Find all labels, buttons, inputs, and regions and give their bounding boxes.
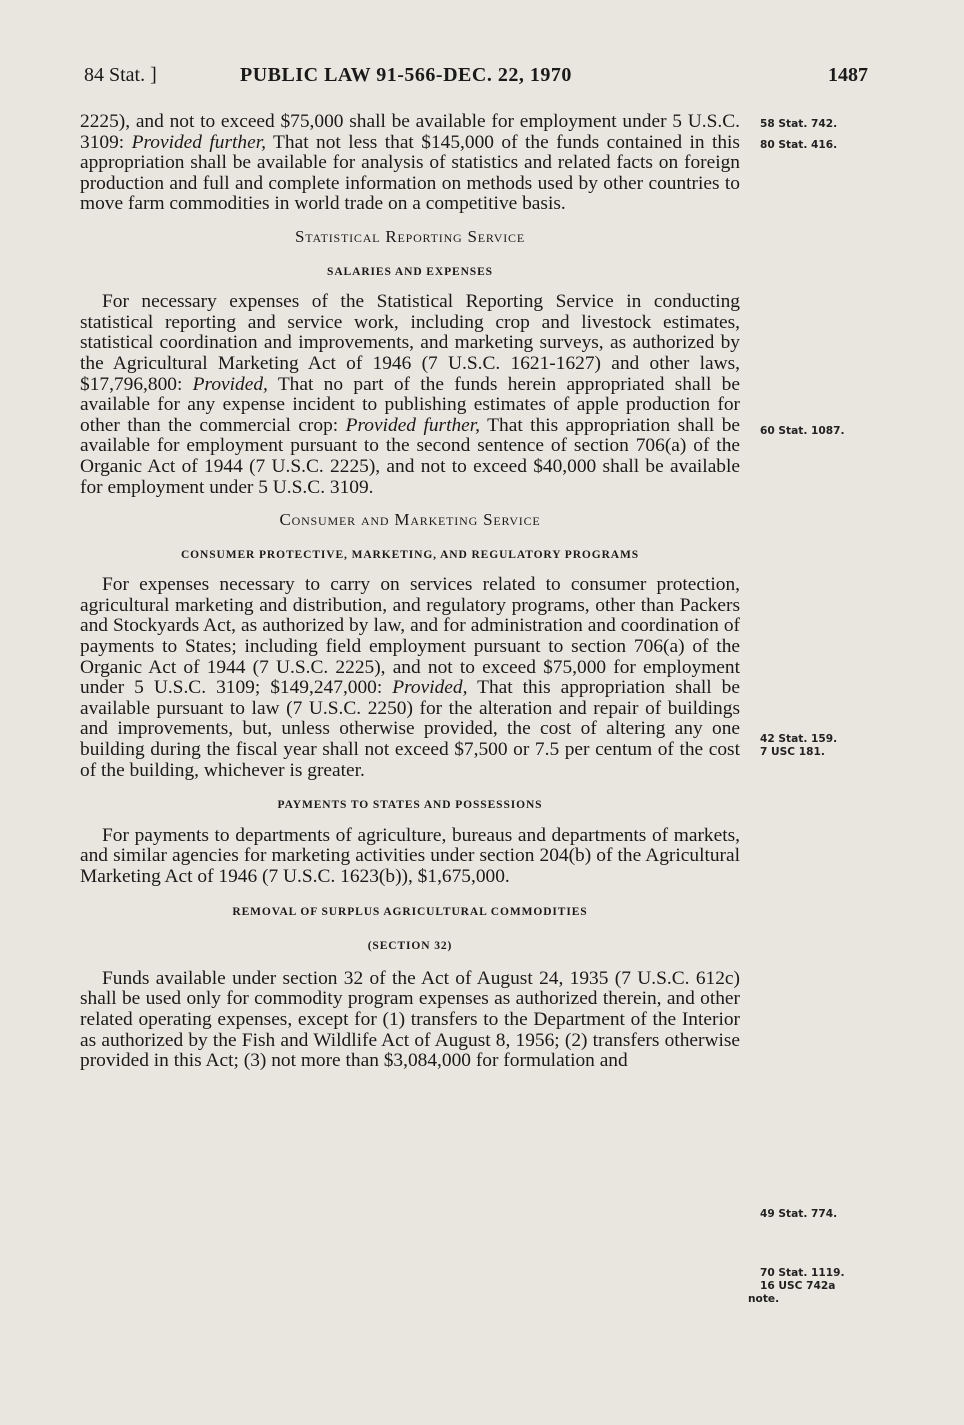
page-body [80,112,740,1072]
paragraph-payments-states: For payments to departments of agriculture, bureaus and departments of markets, and similar agencies for marketing activities under section 204(b) of the Agricultural Marketing Act of 1946 (7 U.S.C. 1623(b)), $1,675,000. [80,824,740,887]
subheading-surplus-removal: REMOVAL OF SURPLUS AGRICULTURAL COMMODITIES [232,905,588,918]
page-number: 1487 [828,64,868,86]
paragraph-continuation: 2225), and not to exceed $75,000 shall be available for employment under 5 U.S.C. 3109: Provided further, That not less that $145,000 of the funds contained in this appropriation shall be available for analysis of statistics and related facts on foreign production and full and complete information on methods used by other countries to move farm commodities in world trade on a competitive basis. [80,111,740,215]
margin-citation: 80 Stat. 416. [760,139,838,151]
header-title: PUBLIC LAW 91-566-DEC. 22, 1970 [240,64,572,86]
margin-citation: 7 USC 181. [760,746,825,758]
subheading-salaries: SALARIES AND EXPENSES [327,265,493,278]
margin-citation: 16 USC 742a [760,1280,836,1292]
margin-citation: note. [748,1293,780,1305]
margin-citation: 70 Stat. 1119. [760,1267,845,1279]
subheading-section-32: (SECTION 32) [367,940,453,953]
margin-citation: 60 Stat. 1087. [760,425,845,437]
margin-citation: 58 Stat. 742. [760,118,838,130]
section-heading-consumer-marketing: Consumer and Marketing Service [279,510,541,530]
paragraph-consumer-marketing: For expenses necessary to carry on services related to consumer protection, agricultural marketing and distribution, and regulatory programs, other than Packers and Stockyards Act, as authorized by law, and for administration and coordination of payments to States; including field employment pursuant to section 706(a) of the Organic Act of 1944 (7 U.S.C. 2225), and not to exceed $75,000 for employment under 5 U.S.C. 3109; $149,247,000: Provided, That this appropriation shall be available pursuant to law (7 U.S.C. 2250) for the alteration and repair of buildings and improvements, but, unless otherwise provided, the cost of altering any one building during the fiscal year shall not exceed $7,500 or 7.5 per centum of the cost of the building, whichever is greater. [80,574,740,781]
header-statute-ref: 84 Stat. ] [84,64,157,86]
margin-citation: 49 Stat. 774. [760,1208,838,1220]
page-header [84,64,868,90]
margin-citation: 42 Stat. 159. [760,733,838,745]
paragraph-statistical-reporting: For necessary expenses of the Statistical Reporting Service in conducting statistical reporting and service work, including crop and livestock estimates, statistical coordination and improvements, and marketing surveys, as authorized by the Agricultural Marketing Act of 1946 (7 U.S.C. 1621-1627) and other laws, $17,796,800: Provided, That no part of the funds herein appropriated shall be available for any expense incident to publishing estimates of apple production for other than the commercial crop: Provided further, That this appropriation shall be available for employment pursuant to the second sentence of section 706(a) of the Organic Act of 1944 (7 U.S.C. 2225), and not to exceed $40,000 shall be available for employment under 5 U.S.C. 3109. [80,291,740,498]
subheading-payments-states: PAYMENTS TO STATES AND POSSESSIONS [277,799,543,812]
subheading-consumer-programs: CONSUMER PROTECTIVE, MARKETING, AND REGULATORY PROGRAMS [180,548,640,561]
paragraph-section-32-funds: Funds available under section 32 of the Act of August 24, 1935 (7 U.S.C. 612c) shall be used only for commodity program expenses as authorized therein, and other related operating expenses, except for (1) transfers to the Department of the Interior as authorized by the Fish and Wildlife Act of August 8, 1956; (2) transfers otherwise provided in this Act; (3) not more than $3,084,000 for formulation and [80,967,740,1072]
section-heading-statistical-reporting: Statistical Reporting Service [295,226,525,246]
